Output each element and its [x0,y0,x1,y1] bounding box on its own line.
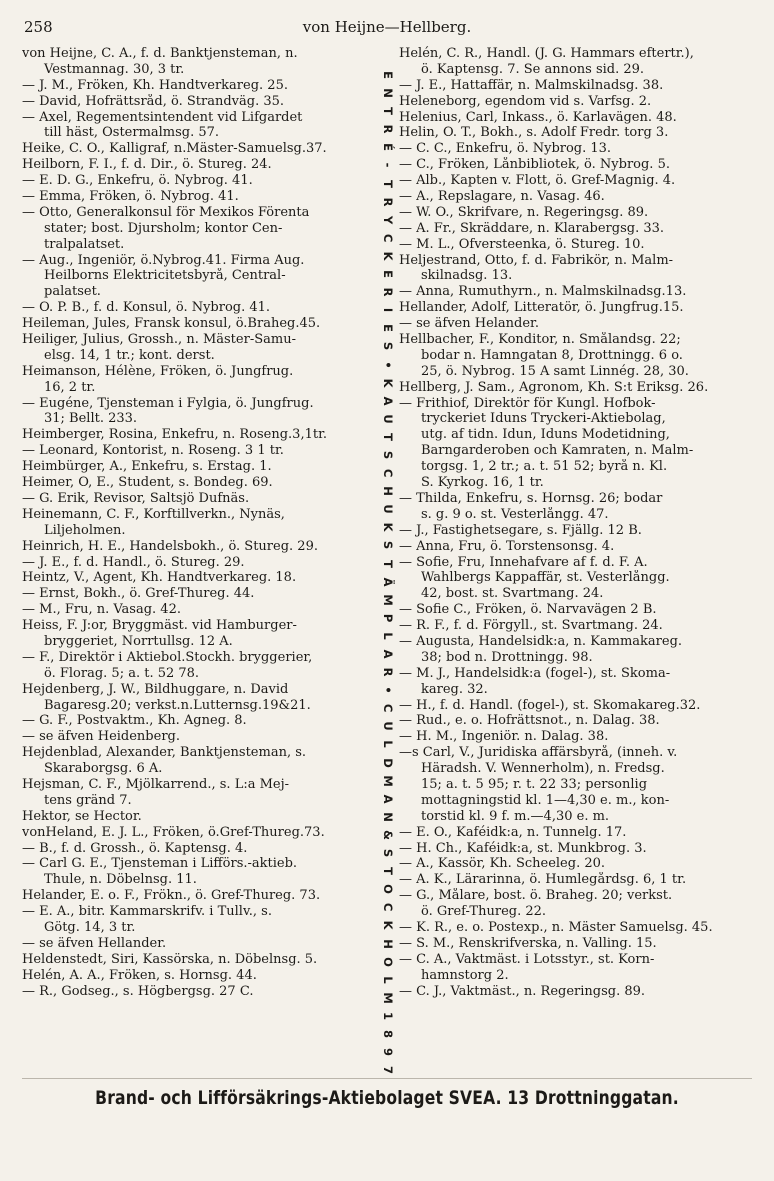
entry-line: Heiliger, Julius, Grossh., n. Mäster-Samu- [22,332,296,348]
directory-entry [22,968,378,984]
divider-strip-letter: C [381,704,396,713]
entry-line: — G. F., Postvaktm., Kh. Agneg. 8. [22,713,247,729]
directory-entry [399,141,757,157]
divider-strip-letter: Y [381,215,396,224]
divider-strip-letter: 1 [381,1011,396,1020]
entry-line: — J. E., f. d. Handl., ö. Stureg. 29. [22,554,245,570]
divider-strip-letter: R [381,667,396,677]
directory-entry [399,189,757,205]
divider-strip-letter: 9 [381,1048,396,1057]
directory-entry [22,682,378,714]
entry-line: Heimbürger, A., Enkefru, s. Erstag. 1. [22,459,272,475]
entry-line: — R., Godseg., s. Högbergsg. 27 C. [22,983,254,999]
entry-line: Hektor, se Hector. [22,808,142,824]
directory-entry [399,205,757,221]
entry-line: — Sofie C., Fröken, ö. Narvavägen 2 B. [399,602,657,618]
entry-line: — M., Fru, n. Vasag. 42. [22,602,181,618]
divider-strip-letter: O [381,956,396,967]
directory-entry [399,78,757,94]
directory-entry [399,237,757,253]
entry-line: Hellander, Adolf, Litteratör, ö. Jungfrug.15. [399,300,684,316]
directory-entry [22,78,378,94]
entry-line: — Ernst, Bokh., ö. Gref-Thureg. 44. [22,586,255,602]
entry-line: Heljestrand, Otto, f. d. Fabrikör, n. Malm- [399,252,674,268]
directory-entry [399,984,757,1000]
entry-line: Heinemann, C. F., Korftillverkn., Nynäs, [22,506,285,522]
entry-line: — A. K., Lärarinna, ö. Humlegårdsg. 6, 1 tr. [399,872,687,888]
directory-entry [22,729,378,745]
entry-continuation-line: elsg. 14, 1 tr.; kont. derst. [44,347,215,363]
page-number: 258 [24,18,53,36]
entry-line: Helén, A. A., Fröken, s. Hornsg. 44. [22,967,257,983]
entry-line: vonHeland, E. J. L., Fröken, ö.Gref-Thureg.73. [22,824,325,840]
directory-entry [399,396,757,491]
directory-entry [399,491,757,523]
divider-strip-letter: T [381,432,396,441]
entry-line: — K. R., e. o. Postexp., n. Mäster Samuelsg. 45. [399,919,713,935]
directory-entry [399,825,757,841]
entry-line: — M. J., Handelsidk:a (fogel-), st. Skoma- [399,665,671,681]
entry-line: Hellbacher, F., Konditor, n. Smålandsg. 22; [399,332,681,348]
directory-entry [399,539,757,555]
divider-strip-letter: T [381,559,396,568]
entry-line: von Heijne, C. A., f. d. Banktjensteman, n. [22,46,298,61]
footer-rule [22,1078,752,1079]
entry-line: Helander, E. o. F., Frökn., ö. Gref-Thureg. 73. [22,888,321,904]
divider-strip-letter: L [381,632,396,640]
entry-continuation-line: tryckeriet Iduns Tryckeri-Aktiebolag, [421,411,666,427]
directory-entry [22,570,378,586]
directory-entry [22,364,378,396]
entry-line: — Rud., e. o. Hofrättsnot., n. Dalag. 38. [399,713,660,729]
directory-entry [399,332,757,380]
directory-entry [399,523,757,539]
entry-line: — A. Fr., Skräddare, n. Klarabergsg. 33. [399,220,665,236]
entry-line: Hejdenblad, Alexander, Banktjensteman, s. [22,745,307,761]
divider-strip-letter: N [381,812,396,822]
divider-strip-letter: • [381,686,396,694]
running-head: von Heijne—Hellberg. [302,18,472,36]
entry-continuation-line: palatset. [44,284,101,300]
directory-entry [399,729,757,745]
entry-continuation-line: utg. af tidn. Idun, Iduns Modetidning, [421,427,670,443]
directory-entry [399,316,757,332]
entry-continuation-line: tens gränd 7. [44,792,132,808]
divider-strip-letter: I [381,308,396,313]
entry-continuation-line: Heilborns Elektricitetsbyrå, Central- [44,268,286,284]
entry-continuation-line: mottagningstid kl. 1—4,30 e. m., kon- [421,792,670,808]
entry-continuation-line: ö. Kaptensg. 7. Se annons sid. 29. [421,61,645,77]
entry-line: — E. D. G., Enkefru, ö. Nybrog. 41. [22,173,253,189]
divider-strip-letter: C [381,233,396,243]
directory-entry [399,555,757,603]
entry-line: Hejdenberg, J. W., Bildhuggare, n. David [22,681,289,697]
divider-strip-letter: K [381,251,396,261]
divider-strip-letter: K [381,378,396,388]
directory-entry [399,46,757,78]
directory-entry [22,443,378,459]
directory-entry [399,856,757,872]
entry-line: — Leonard, Kontorist, n. Roseng. 3 1 tr. [22,443,284,459]
divider-strip-letter: L [381,976,396,984]
directory-entry [399,173,757,189]
entry-line: — Eugéne, Tjensteman i Fylgia, ö. Jungfrug. [22,395,314,411]
entry-continuation-line: 25, ö. Nybrog. 15 A samt Linnég. 28, 30. [421,363,689,379]
divider-strip-letter: - [381,163,396,168]
divider-strip-letter: S [381,541,396,550]
entry-continuation-line: bryggeriet, Norrtullsg. 12 A. [44,633,233,649]
entry-line: — E. O., Kaféidk:a, n. Tunnelg. 17. [399,824,627,840]
divider-strip-letter: P [381,613,396,623]
entry-continuation-line: ö. Florag. 5; a. t. 52 78. [44,665,200,681]
directory-entry [399,125,757,141]
directory-entry [22,459,378,475]
right-column [399,46,757,999]
entry-line: — Frithiof, Direktör för Kungl. Hofbok- [399,395,656,411]
entry-line: — S. M., Renskrifverska, n. Valling. 15. [399,935,657,951]
entry-continuation-line: Skaraborgsg. 6 A. [44,761,163,777]
entry-line: — se äfven Heidenberg. [22,729,180,745]
directory-entry [399,698,757,714]
page-header [22,16,752,42]
directory-entry [22,300,378,316]
entry-line: — O. P. B., f. d. Konsul, ö. Nybrog. 41. [22,300,271,316]
entry-continuation-line: Bagaresg.20; verkst.n.Lutternsg.19&21. [44,697,311,713]
directory-entry [399,713,757,729]
directory-entry [399,666,757,698]
entry-continuation-line: 15; a. t. 5 95; r. t. 22 33; personlig [421,776,648,792]
directory-entry [22,427,378,443]
entry-continuation-line: Barngarderoben och Kamraten, n. Malm- [421,443,694,459]
entry-line: Heike, C. O., Kalligraf, n.Mäster-Samuelsg.37. [22,141,327,157]
divider-strip-letter: C [381,903,396,912]
divider-strip-letter: D [381,757,396,768]
directory-entry [22,713,378,729]
directory-entry [22,745,378,777]
entry-line: — A., Repslagare, n. Vasag. 46. [399,189,605,205]
divider-strip-letter: S [381,848,396,858]
divider-strip-letter: A [381,794,396,804]
entry-line: — Thilda, Enkefru, s. Hornsg. 26; bodar [399,490,663,506]
entry-continuation-line: kareg. 32. [421,681,488,697]
entry-line: — Carl G. E., Tjensteman i Lifförs.-aktieb. [22,856,298,872]
directory-entry [399,110,757,126]
column-divider-advert-strip [380,66,396,1075]
entry-line: Heinrich, H. E., Handelsbokh., ö. Stureg. 29. [22,538,318,554]
directory-entry [22,316,378,332]
directory-entry [399,157,757,173]
entry-line: — J. E., Hattaffär, n. Malmskilnadsg. 38. [399,77,664,93]
entry-line: — A., Kassör, Kh. Scheeleg. 20. [399,856,606,872]
entry-continuation-line: Häradsh. V. Wennerholm), n. Fredsg. [421,761,665,777]
divider-strip-letter: U [381,414,396,424]
directory-entry [22,157,378,173]
entry-line: — H. Ch., Kaféidk:a, st. Munkbrog. 3. [399,840,647,856]
entry-line: Helenius, Carl, Inkass., ö. Karlavägen. 48. [399,109,677,125]
directory-entry [399,888,757,920]
divider-strip-letter: K [381,920,396,930]
directory-entry [399,380,757,396]
entry-continuation-line: ö. Gref-Thureg. 22. [421,904,547,920]
directory-entry [22,46,378,78]
directory-entry [22,396,378,428]
directory-entry [399,634,757,666]
divider-strip-letter: S [381,450,396,460]
directory-entry [22,952,378,968]
divider-strip-letter: R [381,197,396,207]
directory-entry [22,841,378,857]
entry-line: Heleneborg, egendom vid s. Varfsg. 2. [399,93,652,109]
directory-entry [399,221,757,237]
directory-entry [399,253,757,285]
entry-line: — Alb., Kapten v. Flott, ö. Gref-Magnig. 4. [399,173,676,189]
divider-strip-letter: M [381,992,396,1004]
entry-continuation-line: 16, 2 tr. [44,379,96,395]
entry-line: — se äfven Hellander. [22,935,167,951]
directory-entry [399,94,757,110]
directory-entry [22,825,378,841]
entry-line: Heileman, Jules, Fransk konsul, ö.Braheg.45. [22,316,321,332]
directory-entry [22,618,378,650]
divider-strip-letter: 8 [381,1030,396,1039]
entry-line: — Anna, Fru, ö. Torstensonsg. 4. [399,538,615,554]
entry-continuation-line: hamnstorg 2. [421,967,509,983]
divider-strip-letter: T [381,179,396,188]
entry-continuation-line: tralpalatset. [44,236,125,252]
entry-line: — J., Fastighetsegare, s. Fjällg. 12 B. [399,522,642,538]
entry-line: Heimberger, Rosina, Enkefru, n. Roseng.3,1tr. [22,427,327,443]
directory-entry [22,888,378,904]
directory-entry [22,586,378,602]
entry-line: — Otto, Generalkonsul för Mexikos Förenta [22,204,310,220]
entry-line: — H. M., Ingeniör. n. Dalag. 38. [399,729,609,745]
directory-entry [22,189,378,205]
divider-strip-letter: M [381,594,396,606]
divider-strip-letter: A [381,396,396,406]
entry-line: — R. F., f. d. Förgyll., st. Svartmang. 24. [399,618,663,634]
entry-line: — Axel, Regementsintendent vid Lifgardet [22,109,303,125]
entry-continuation-line: bodar n. Hamngatan 8, Drottningg. 6 o. [421,347,683,363]
directory-entry [399,284,757,300]
entry-continuation-line: till häst, Östermalmsg. 57. [44,125,220,141]
divider-strip-letter: L [381,740,396,749]
divider-strip-letter: É [381,143,396,152]
divider-strip-letter: Ä [381,577,396,587]
entry-line: — B., f. d. Grossh., ö. Kaptensg. 4. [22,840,248,856]
directory-entry [22,555,378,571]
directory-entry [22,539,378,555]
divider-strip-letter: O [381,884,396,895]
directory-entry [399,952,757,984]
directory-entry [399,745,757,824]
entry-line: — J. M., Fröken, Kh. Handtverkareg. 25. [22,77,288,93]
entry-continuation-line: Thule, n. Döbelnsg. 11. [44,872,197,888]
entry-line: — M. L., Öfversteenka, ö. Stureg. 10. [399,236,645,252]
divider-strip-letter: S [381,342,396,351]
entry-line: — C., Fröken, Lånbibliotek, ö. Nybrog. 5. [399,157,670,173]
divider-strip-letter: U [381,721,396,732]
directory-entry [22,856,378,888]
directory-entry [22,904,378,936]
entry-line: — se äfven Helander. [399,316,539,332]
entry-continuation-line: stater; bost. Djursholm; kontor Cen- [44,220,283,236]
entry-line: — Augusta, Handelsidk:a, n. Kammakareg. [399,633,683,649]
entry-continuation-line: Götg. 14, 3 tr. [44,919,136,935]
directory-entry [399,936,757,952]
entry-line: Helin, O. T., Bokh., s. Adolf Fredr. torg 3. [399,125,669,141]
directory-entry [22,936,378,952]
divider-strip-letter: & [381,829,396,840]
entry-line: Heintz, V., Agent, Kh. Handtverkareg. 18. [22,570,297,586]
directory-entry [399,841,757,857]
divider-strip-letter: K [381,522,396,532]
entry-line: Heldenstedt, Siri, Kassörska, n. Döbelnsg. 5. [22,951,318,967]
directory-entry [22,602,378,618]
divider-strip-letter: M [381,774,396,787]
entry-line: — E. A., bitr. Kammarskrifv. i Tullv., s. [22,904,272,920]
entry-line: —s Carl, V., Juridiska affärsbyrå, (inneh. v. [399,745,678,761]
divider-strip-letter: H [381,938,396,949]
directory-entry [22,205,378,253]
entry-line: — C. A., Vaktmäst. i Lotsstyr., st. Korn- [399,951,655,967]
directory-entry [22,475,378,491]
divider-strip-letter: U [381,504,396,514]
entry-line: Helén, C. R., Handl. (J. G. Hammars eftertr.), [399,46,694,61]
divider-strip-letter: • [381,360,396,369]
entry-line: — F., Direktör i Aktiebol.Stockh. bryggerier, [22,649,313,665]
entry-continuation-line: 31; Bellt. 233. [44,411,138,427]
entry-line: Heimer, O, E., Student, s. Bondeg. 69. [22,475,273,491]
entry-line: — H., f. d. Handl. (fogel-), st. Skomakareg.32. [399,697,701,713]
entry-continuation-line: 38; bod n. Drottningg. 98. [421,649,593,665]
entry-line: — G., Målare, bost. ö. Braheg. 20; verkst. [399,888,673,904]
entry-continuation-line: Liljeholmen. [44,522,126,538]
entry-line: — C. J., Vaktmäst., n. Regeringsg. 89. [399,983,646,999]
divider-strip-letter: C [381,468,396,478]
directory-entry [399,602,757,618]
directory-entry [22,332,378,364]
directory-entry [22,94,378,110]
entry-continuation-line: 42, bost. st. Svartmang. 24. [421,586,604,602]
divider-strip-letter: E [381,324,396,333]
footer-advertisement: Brand- och Lifförsäkrings-Aktiebolaget SVEA. 13 Drottninggatan. [95,1087,679,1109]
entry-line: — Anna, Rumuthyrn., n. Malmskilnadsg.13. [399,284,687,300]
divider-strip-letter: T [381,867,396,876]
entry-continuation-line: torstid kl. 9 f. m.—4,30 e. m. [421,808,610,824]
directory-entry [22,650,378,682]
directory-entry [399,618,757,634]
directory-entry [22,110,378,142]
directory-entry [22,809,378,825]
entry-line: Heilborn, F. I., f. d. Dir., ö. Stureg. 24. [22,157,272,173]
entry-continuation-line: Vestmannag. 30, 3 tr. [44,61,185,77]
divider-strip-letter: E [381,270,396,278]
directory-entry [399,872,757,888]
divider-strip-letter: A [381,649,396,659]
directory-entry [22,253,378,301]
directory-entry [22,507,378,539]
divider-strip-letter: N [381,88,396,98]
entry-line: Hellberg, J. Sam., Agronom, Kh. S:t Eriksg. 26. [399,379,709,395]
directory-entry [22,777,378,809]
divider-strip-letter: E [381,71,396,79]
directory-entry [22,491,378,507]
entry-line: — G. Erik, Revisor, Saltsjö Dufnäs. [22,490,250,506]
directory-entry [22,173,378,189]
divider-strip-letter: T [381,107,396,116]
entry-line: — Aug., Ingeniör, ö.Nybrog.41. Firma Aug. [22,252,305,268]
entry-line: — W. O., Skrifvare, n. Regeringsg. 89. [399,204,649,220]
left-column [22,46,378,999]
divider-strip-letter: R [381,287,396,297]
entry-line: Heiss, F. J:or, Bryggmäst. vid Hamburger- [22,618,297,634]
divider-strip-letter: H [381,486,396,497]
directory-entry [22,141,378,157]
entry-line: — David, Hofrättsråd, ö. Strandväg. 35. [22,93,285,109]
entry-line: — Emma, Fröken, ö. Nybrog. 41. [22,189,239,205]
entry-continuation-line: s. g. 9 o. st. Vesterlångg. 47. [421,506,609,522]
entry-continuation-line: torgsg. 1, 2 tr.; a. t. 51 52; byrå n. Kl. [421,459,668,475]
entry-continuation-line: skilnadsg. 13. [421,268,513,284]
divider-strip-letter: 7 [381,1066,396,1075]
entry-line: — Sofie, Fru, Innehafvare af f. d. F. A. [399,554,648,570]
directory-entry [399,920,757,936]
entry-continuation-line: Wahlbergs Kappaffär, st. Vesterlångg. [421,570,670,586]
entry-continuation-line: S. Kyrkog. 16, 1 tr. [421,475,544,491]
entry-line: — C. C., Enkefru, ö. Nybrog. 13. [399,141,612,157]
entry-line: Heimanson, Hélène, Fröken, ö. Jungfrug. [22,363,294,379]
divider-strip-letter: R [381,124,396,134]
directory-entry [22,984,378,1000]
entry-line: Hejsman, C. F., Mjölkarrend., s. L:a Mej- [22,776,290,792]
directory-entry [399,300,757,316]
